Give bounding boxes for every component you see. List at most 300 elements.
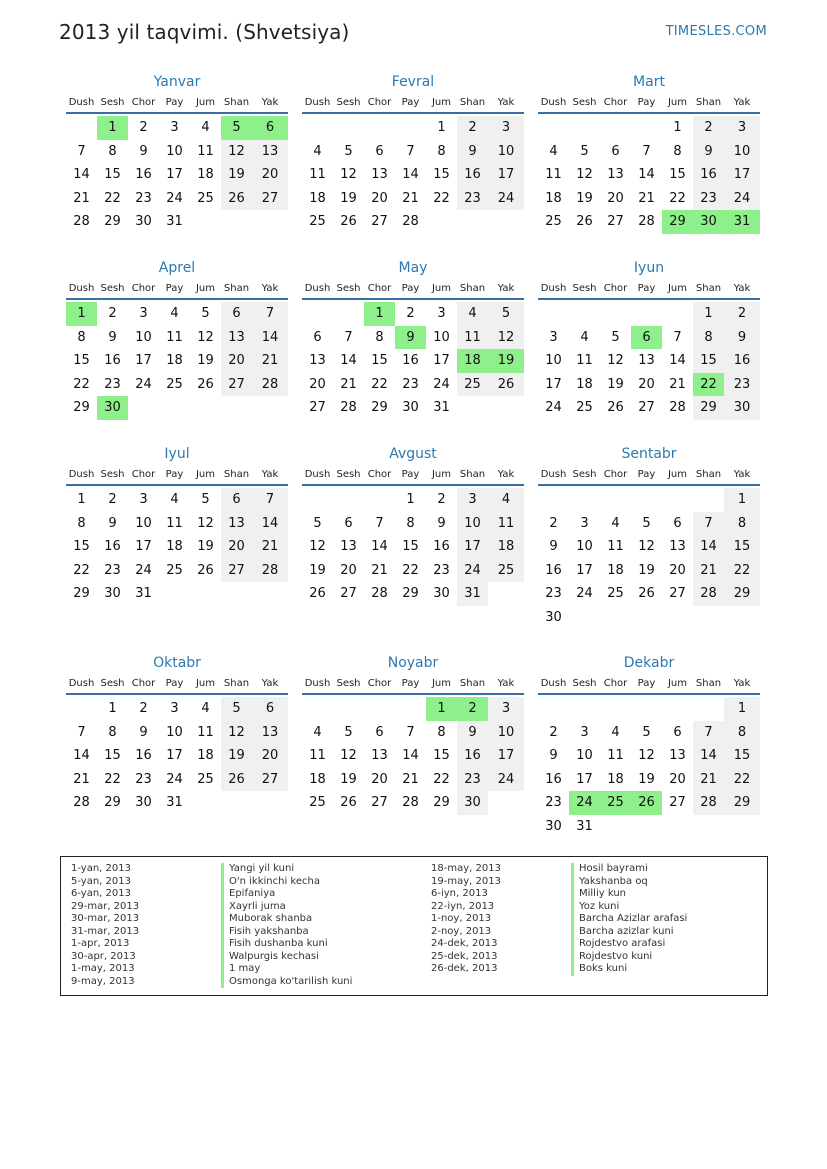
day-cell: 27: [340, 586, 357, 601]
empty-cell: [395, 116, 426, 140]
day-cell: 22: [433, 771, 450, 787]
week-row: [538, 163, 760, 187]
day-cell: 27: [221, 373, 252, 397]
day-cell: 9: [724, 326, 760, 350]
weekday-label: Chor: [603, 469, 628, 480]
weekday-label: Chor: [131, 678, 156, 689]
weekday-label: Jum: [667, 97, 688, 108]
empty-cell: [569, 606, 600, 630]
day-cell: 10: [488, 140, 524, 164]
empty-cell: [569, 302, 600, 326]
day-cell: 21: [638, 190, 655, 206]
empty-cell: [302, 488, 333, 512]
week-row: [538, 559, 760, 583]
day-cell: 19: [221, 744, 252, 768]
day-cell: 4: [611, 515, 620, 531]
week-row: [538, 535, 760, 559]
day-cell: 23: [135, 190, 152, 206]
day-cell: 5: [201, 306, 210, 321]
day-cell: 5: [580, 143, 589, 159]
empty-cell: [538, 697, 569, 721]
weekday-label: Pay: [401, 283, 420, 294]
month-dekabr: [538, 653, 760, 838]
weekday-header: [302, 673, 524, 695]
day-cell: 22: [104, 771, 121, 787]
day-cell: 23: [724, 373, 760, 397]
weekday-header: [66, 464, 288, 486]
day-cell: 17: [166, 748, 183, 763]
day-cell: 1: [426, 697, 457, 721]
day-cell: 5: [611, 329, 620, 345]
day-cell: 20: [669, 562, 686, 578]
weekday-label: Yak: [261, 97, 279, 108]
day-cell: 4: [313, 143, 322, 159]
empty-cell: [724, 606, 760, 630]
day-cell: 12: [638, 748, 655, 763]
day-cell: 26: [197, 562, 214, 578]
day-cell: 25: [488, 559, 524, 583]
empty-cell: [128, 396, 159, 420]
day-cell: 18: [607, 771, 624, 787]
day-cell: 21: [340, 376, 357, 392]
month-name: Iyun: [633, 260, 665, 276]
holiday-date: 1-noy, 2013: [431, 913, 492, 924]
day-cell: 19: [638, 771, 655, 787]
day-cell: 2: [457, 697, 488, 721]
day-cell: 13: [371, 167, 388, 182]
weekday-label: Pay: [165, 97, 184, 108]
day-cell: 22: [402, 562, 419, 578]
empty-cell: [538, 302, 569, 326]
day-cell: 9: [457, 721, 488, 745]
weekday-label: Yak: [261, 283, 279, 294]
day-cell: 7: [406, 724, 415, 740]
week-row: [302, 210, 524, 234]
day-cell: 8: [108, 724, 117, 740]
weekday-label: Jum: [667, 678, 688, 689]
week-row: [66, 535, 288, 559]
day-cell: 31: [576, 818, 593, 834]
holiday-date: 1-apr, 2013: [71, 938, 130, 949]
day-cell: 21: [73, 771, 90, 787]
empty-cell: [190, 582, 221, 606]
week-row: [538, 744, 760, 768]
empty-cell: [302, 302, 333, 326]
weekday-label: Shan: [223, 283, 250, 294]
day-cell: 24: [135, 562, 152, 578]
day-cell: 22: [73, 376, 90, 392]
day-cell: 25: [457, 373, 488, 397]
week-row: [302, 187, 524, 211]
weekday-label: Sesh: [572, 283, 597, 294]
day-cell: 15: [433, 167, 450, 182]
day-cell: 4: [457, 302, 488, 326]
weekday-label: Yak: [733, 678, 751, 689]
week-row: [66, 349, 288, 373]
empty-cell: [221, 582, 252, 606]
week-row: [538, 140, 760, 164]
empty-cell: [364, 116, 395, 140]
week-row: [302, 163, 524, 187]
empty-cell: [333, 302, 364, 326]
week-row: [302, 302, 524, 326]
day-cell: 11: [545, 167, 562, 182]
holiday-name: Osmonga ko'tarilish kuni: [221, 976, 352, 989]
day-cell: 27: [371, 795, 388, 810]
week-row: [538, 815, 760, 839]
weekday-label: Shan: [459, 469, 486, 480]
day-cell: 23: [402, 376, 419, 392]
empty-cell: [252, 210, 288, 234]
day-cell: 27: [252, 768, 288, 792]
holiday-date: 22-iyn, 2013: [431, 900, 495, 912]
day-cell: 9: [549, 748, 558, 763]
weekday-label: Pay: [637, 283, 656, 294]
weekday-label: Jum: [431, 97, 452, 108]
month-name: Iyul: [164, 446, 190, 462]
week-row: [302, 768, 524, 792]
day-cell: 22: [724, 768, 760, 792]
day-cell: 2: [108, 492, 117, 507]
day-cell: 20: [221, 349, 252, 373]
day-cell: 26: [309, 586, 326, 601]
day-cell: 1: [724, 697, 760, 721]
day-cell: 11: [197, 724, 214, 740]
weekday-label: Yak: [497, 283, 515, 294]
week-row: [302, 488, 524, 512]
weekday-label: Dush: [540, 97, 567, 108]
weekday-label: Jum: [667, 283, 688, 294]
weekday-label: Jum: [667, 469, 688, 480]
day-cell: 12: [340, 748, 357, 763]
week-row: [538, 210, 760, 234]
holiday-dates-left: [71, 863, 139, 988]
day-cell: 17: [545, 376, 562, 392]
weekday-label: Pay: [165, 283, 184, 294]
day-cell: 19: [607, 376, 624, 392]
day-cell: 21: [371, 562, 388, 578]
holiday-name: 1 may: [221, 963, 352, 976]
empty-cell: [631, 302, 662, 326]
day-cell: 10: [724, 140, 760, 164]
holiday-date: 31-mar, 2013: [71, 925, 140, 937]
day-cell: 14: [340, 353, 357, 368]
empty-cell: [631, 606, 662, 630]
weekday-header: [538, 278, 760, 300]
holiday-name: Fisih dushanba kuni: [221, 938, 352, 951]
day-cell: 17: [135, 539, 152, 554]
day-cell: 28: [402, 214, 419, 229]
weekday-label: Sesh: [572, 97, 597, 108]
weekday-header: [538, 92, 760, 114]
day-cell: 1: [673, 120, 682, 135]
day-cell: 16: [457, 744, 488, 768]
holiday-date: 30-mar, 2013: [71, 913, 140, 924]
empty-cell: [159, 582, 190, 606]
day-cell: 7: [642, 143, 651, 159]
day-cell: 9: [108, 515, 117, 531]
day-cell: 27: [638, 400, 655, 415]
day-cell: 30: [135, 214, 152, 229]
day-cell: 29: [662, 210, 693, 234]
day-cell: 18: [488, 535, 524, 559]
day-cell: 12: [576, 167, 593, 182]
weekday-label: Pay: [165, 469, 184, 480]
day-cell: 12: [221, 140, 252, 164]
weekday-label: Sesh: [100, 678, 125, 689]
empty-cell: [457, 396, 488, 420]
week-row: [66, 697, 288, 721]
day-cell: 30: [104, 586, 121, 601]
month-name: Oktabr: [153, 655, 201, 671]
day-cell: 20: [252, 163, 288, 187]
day-cell: 5: [221, 697, 252, 721]
day-cell: 30: [693, 210, 724, 234]
day-cell: 21: [693, 768, 724, 792]
week-row: [538, 721, 760, 745]
weekday-header: [302, 278, 524, 300]
month-iyul: [66, 444, 288, 606]
day-cell: 1: [724, 488, 760, 512]
day-cell: 12: [197, 515, 214, 531]
holiday-name: Barcha Azizlar arafasi: [571, 913, 687, 926]
day-cell: 19: [309, 562, 326, 578]
empty-cell: [600, 116, 631, 140]
month-fevral: [302, 72, 524, 234]
weekday-label: Chor: [603, 97, 628, 108]
day-cell: 28: [73, 214, 90, 229]
day-cell: 26: [340, 795, 357, 810]
empty-cell: [569, 116, 600, 140]
day-cell: 14: [693, 535, 724, 559]
weekday-label: Pay: [165, 678, 184, 689]
week-row: [66, 768, 288, 792]
day-cell: 15: [73, 353, 90, 368]
day-cell: 2: [693, 116, 724, 140]
month-name: Aprel: [158, 260, 196, 276]
day-cell: 4: [488, 488, 524, 512]
weekday-label: Dush: [68, 678, 95, 689]
day-cell: 18: [309, 771, 326, 787]
weekday-label: Jum: [195, 283, 216, 294]
day-cell: 29: [402, 586, 419, 601]
day-cell: 22: [693, 373, 724, 397]
empty-cell: [600, 302, 631, 326]
day-cell: 28: [340, 400, 357, 415]
day-cell: 5: [201, 492, 210, 507]
day-cell: 18: [545, 190, 562, 206]
day-cell: 15: [669, 167, 686, 182]
day-cell: 19: [221, 163, 252, 187]
day-cell: 2: [549, 724, 558, 740]
week-row: [538, 373, 760, 397]
week-row: [302, 140, 524, 164]
day-cell: 10: [488, 721, 524, 745]
day-cell: 6: [673, 515, 682, 531]
day-cell: 3: [457, 488, 488, 512]
day-cell: 4: [611, 724, 620, 740]
day-cell: 6: [375, 143, 384, 159]
month-aprel: [66, 258, 288, 420]
day-cell: 17: [457, 535, 488, 559]
day-cell: 29: [104, 795, 121, 810]
empty-cell: [66, 116, 97, 140]
day-cell: 20: [309, 376, 326, 392]
empty-cell: [569, 488, 600, 512]
day-cell: 19: [340, 190, 357, 206]
day-cell: 28: [73, 795, 90, 810]
day-cell: 20: [340, 562, 357, 578]
week-row: [538, 582, 760, 606]
day-cell: 1: [97, 116, 128, 140]
week-row: [66, 163, 288, 187]
day-cell: 11: [309, 748, 326, 763]
day-cell: 13: [638, 353, 655, 368]
day-cell: 16: [457, 163, 488, 187]
empty-cell: [190, 210, 221, 234]
empty-cell: [190, 791, 221, 815]
day-cell: 27: [607, 214, 624, 229]
weekday-label: Chor: [131, 469, 156, 480]
day-cell: 31: [166, 795, 183, 810]
weekday-label: Jum: [195, 97, 216, 108]
week-row: [302, 116, 524, 140]
weekday-label: Chor: [367, 469, 392, 480]
weekday-label: Sesh: [572, 678, 597, 689]
day-cell: 25: [166, 376, 183, 392]
empty-cell: [662, 488, 693, 512]
weekday-label: Jum: [431, 678, 452, 689]
weekday-label: Dush: [68, 469, 95, 480]
weekday-label: Shan: [223, 97, 250, 108]
day-cell: 11: [607, 748, 624, 763]
empty-cell: [538, 488, 569, 512]
day-cell: 2: [724, 302, 760, 326]
holiday-date: 6-iyn, 2013: [431, 888, 488, 899]
day-cell: 29: [433, 795, 450, 810]
weekday-label: Sesh: [336, 283, 361, 294]
week-row: [66, 140, 288, 164]
day-cell: 13: [340, 539, 357, 554]
day-cell: 14: [252, 326, 288, 350]
weekday-label: Shan: [459, 283, 486, 294]
weekday-label: Sesh: [100, 283, 125, 294]
holiday-date: 1-yan, 2013: [71, 863, 131, 874]
empty-cell: [724, 815, 760, 839]
day-cell: 8: [77, 329, 86, 345]
site-logo[interactable]: TIMESLES.COM: [665, 24, 767, 39]
day-cell: 30: [545, 818, 562, 834]
weekday-label: Pay: [401, 97, 420, 108]
day-cell: 23: [545, 586, 562, 601]
day-cell: 6: [631, 326, 662, 350]
day-cell: 16: [724, 349, 760, 373]
day-cell: 5: [642, 724, 651, 740]
holiday-date: 24-dek, 2013: [431, 938, 498, 949]
day-cell: 15: [104, 748, 121, 763]
day-cell: 1: [693, 302, 724, 326]
weekday-label: Chor: [367, 283, 392, 294]
weekday-label: Dush: [304, 469, 331, 480]
empty-cell: [662, 302, 693, 326]
day-cell: 22: [724, 559, 760, 583]
holiday-date: 19-may, 2013: [431, 875, 501, 887]
day-cell: 6: [344, 515, 353, 531]
day-cell: 24: [545, 400, 562, 415]
weekday-label: Sesh: [336, 97, 361, 108]
holiday-date: 1-may, 2013: [71, 963, 135, 974]
weekday-label: Sesh: [336, 678, 361, 689]
week-row: [302, 791, 524, 815]
month-name: Yanvar: [153, 74, 201, 90]
weekday-label: Sesh: [100, 469, 125, 480]
day-cell: 29: [73, 400, 90, 415]
day-cell: 6: [313, 329, 322, 345]
holiday-names-left: [221, 863, 352, 988]
weekday-label: Dush: [540, 469, 567, 480]
day-cell: 5: [221, 116, 252, 140]
month-avgust: [302, 444, 524, 606]
week-row: [538, 697, 760, 721]
weekday-header: [66, 92, 288, 114]
day-cell: 7: [406, 143, 415, 159]
weekday-label: Shan: [459, 678, 486, 689]
day-cell: 19: [638, 562, 655, 578]
day-cell: 9: [549, 539, 558, 554]
day-cell: 3: [488, 697, 524, 721]
day-cell: 18: [197, 167, 214, 182]
day-cell: 13: [669, 539, 686, 554]
week-row: [302, 396, 524, 420]
holiday-name: Rojdestvo arafasi: [571, 938, 687, 951]
day-cell: 17: [433, 353, 450, 368]
day-cell: 2: [139, 120, 148, 135]
empty-cell: [426, 210, 457, 234]
day-cell: 13: [607, 167, 624, 182]
day-cell: 29: [693, 396, 724, 420]
holiday-name: Rojdestvo kuni: [571, 951, 687, 964]
day-cell: 11: [488, 512, 524, 536]
day-cell: 22: [669, 190, 686, 206]
day-cell: 18: [457, 349, 488, 373]
day-cell: 28: [371, 586, 388, 601]
weekday-header: [66, 673, 288, 695]
day-cell: 24: [166, 771, 183, 787]
day-cell: 12: [309, 539, 326, 554]
day-cell: 30: [545, 609, 562, 625]
day-cell: 19: [576, 190, 593, 206]
day-cell: 18: [576, 376, 593, 392]
day-cell: 30: [97, 396, 128, 420]
day-cell: 14: [402, 167, 419, 182]
day-cell: 27: [371, 214, 388, 229]
day-cell: 9: [139, 724, 148, 740]
weekday-label: Yak: [497, 678, 515, 689]
empty-cell: [66, 697, 97, 721]
day-cell: 19: [197, 353, 214, 368]
day-cell: 11: [607, 539, 624, 554]
week-row: [66, 488, 288, 512]
day-cell: 27: [309, 400, 326, 415]
day-cell: 3: [170, 701, 179, 716]
day-cell: 7: [77, 143, 86, 159]
day-cell: 11: [166, 329, 183, 345]
day-cell: 6: [221, 302, 252, 326]
day-cell: 23: [457, 768, 488, 792]
day-cell: 27: [669, 795, 686, 810]
day-cell: 15: [724, 535, 760, 559]
empty-cell: [662, 606, 693, 630]
